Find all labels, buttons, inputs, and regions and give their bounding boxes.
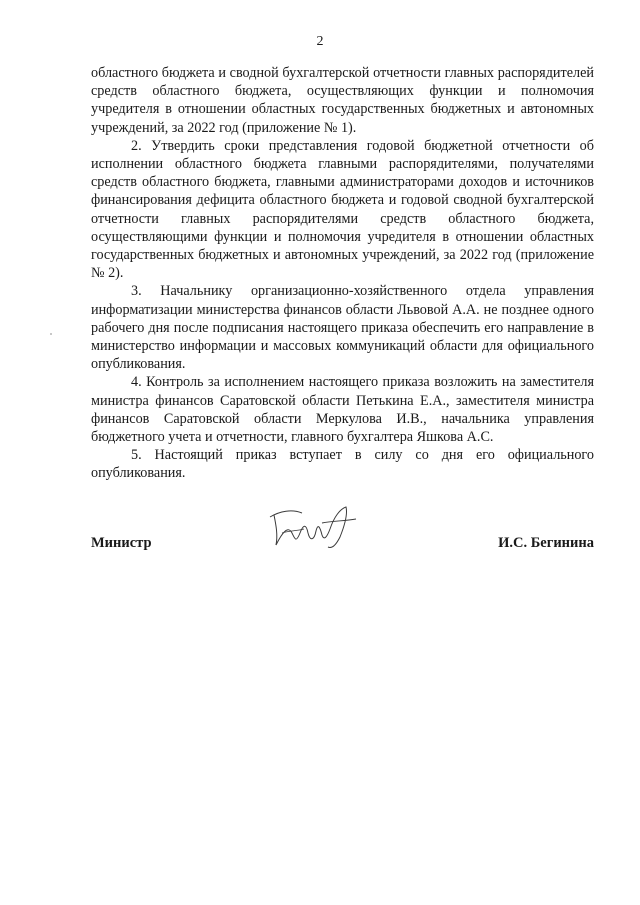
signatory-title: Министр xyxy=(91,535,152,551)
scan-speck xyxy=(50,333,52,335)
paragraph-item-4: 4. Контроль за исполнением настоящего приказа возложить на заместителя министра финансов Саратовской области Петькина Е.А., заместителя министра финансов Саратовской области Меркулова И.В., начальника управления бюджетного учета и отчетности, главного бухгалтера Яшкова А.С. xyxy=(91,374,594,446)
document-body xyxy=(91,64,594,483)
paragraph-item-3: 3. Начальнику организационно-хозяйственного отдела управления информатизации министерства финансов области Львовой А.А. не позднее одного рабочего дня после подписания настоящего приказа обеспечить его направление в министерство информации и массовых коммуникаций области для официального опубликования. xyxy=(91,283,594,373)
paragraph-item-2: 2. Утвердить сроки представления годовой бюджетной отчетности об исполнении областного бюджета главными распорядителями, получателями средств областного бюджета, главными администраторами доходов и источников финансирования дефицита областного бюджета и годовой сводной бухгалтерской отчетности главных распорядителями средств областного бюджета, осуществляющими функции и полномочия учредителя в отношении областных государственных бюджетных и автономных учреждений, за 2022 год (приложение № 2). xyxy=(91,137,594,282)
paragraph-continuation: областного бюджета и сводной бухгалтерской отчетности главных распорядителей средств областного бюджета, осуществляющих функции и полномочия учредителя в отношении областных государственных бюджетных и автономных учреждений, за 2022 год (приложение № 1). xyxy=(91,65,594,136)
signatory-name: И.С. Бегинина xyxy=(498,535,594,551)
page-number: 2 xyxy=(316,34,324,49)
signature-block xyxy=(91,527,594,557)
paragraph-item-5: 5. Настоящий приказ вступает в силу со дня его официального опубликования. xyxy=(91,447,594,482)
